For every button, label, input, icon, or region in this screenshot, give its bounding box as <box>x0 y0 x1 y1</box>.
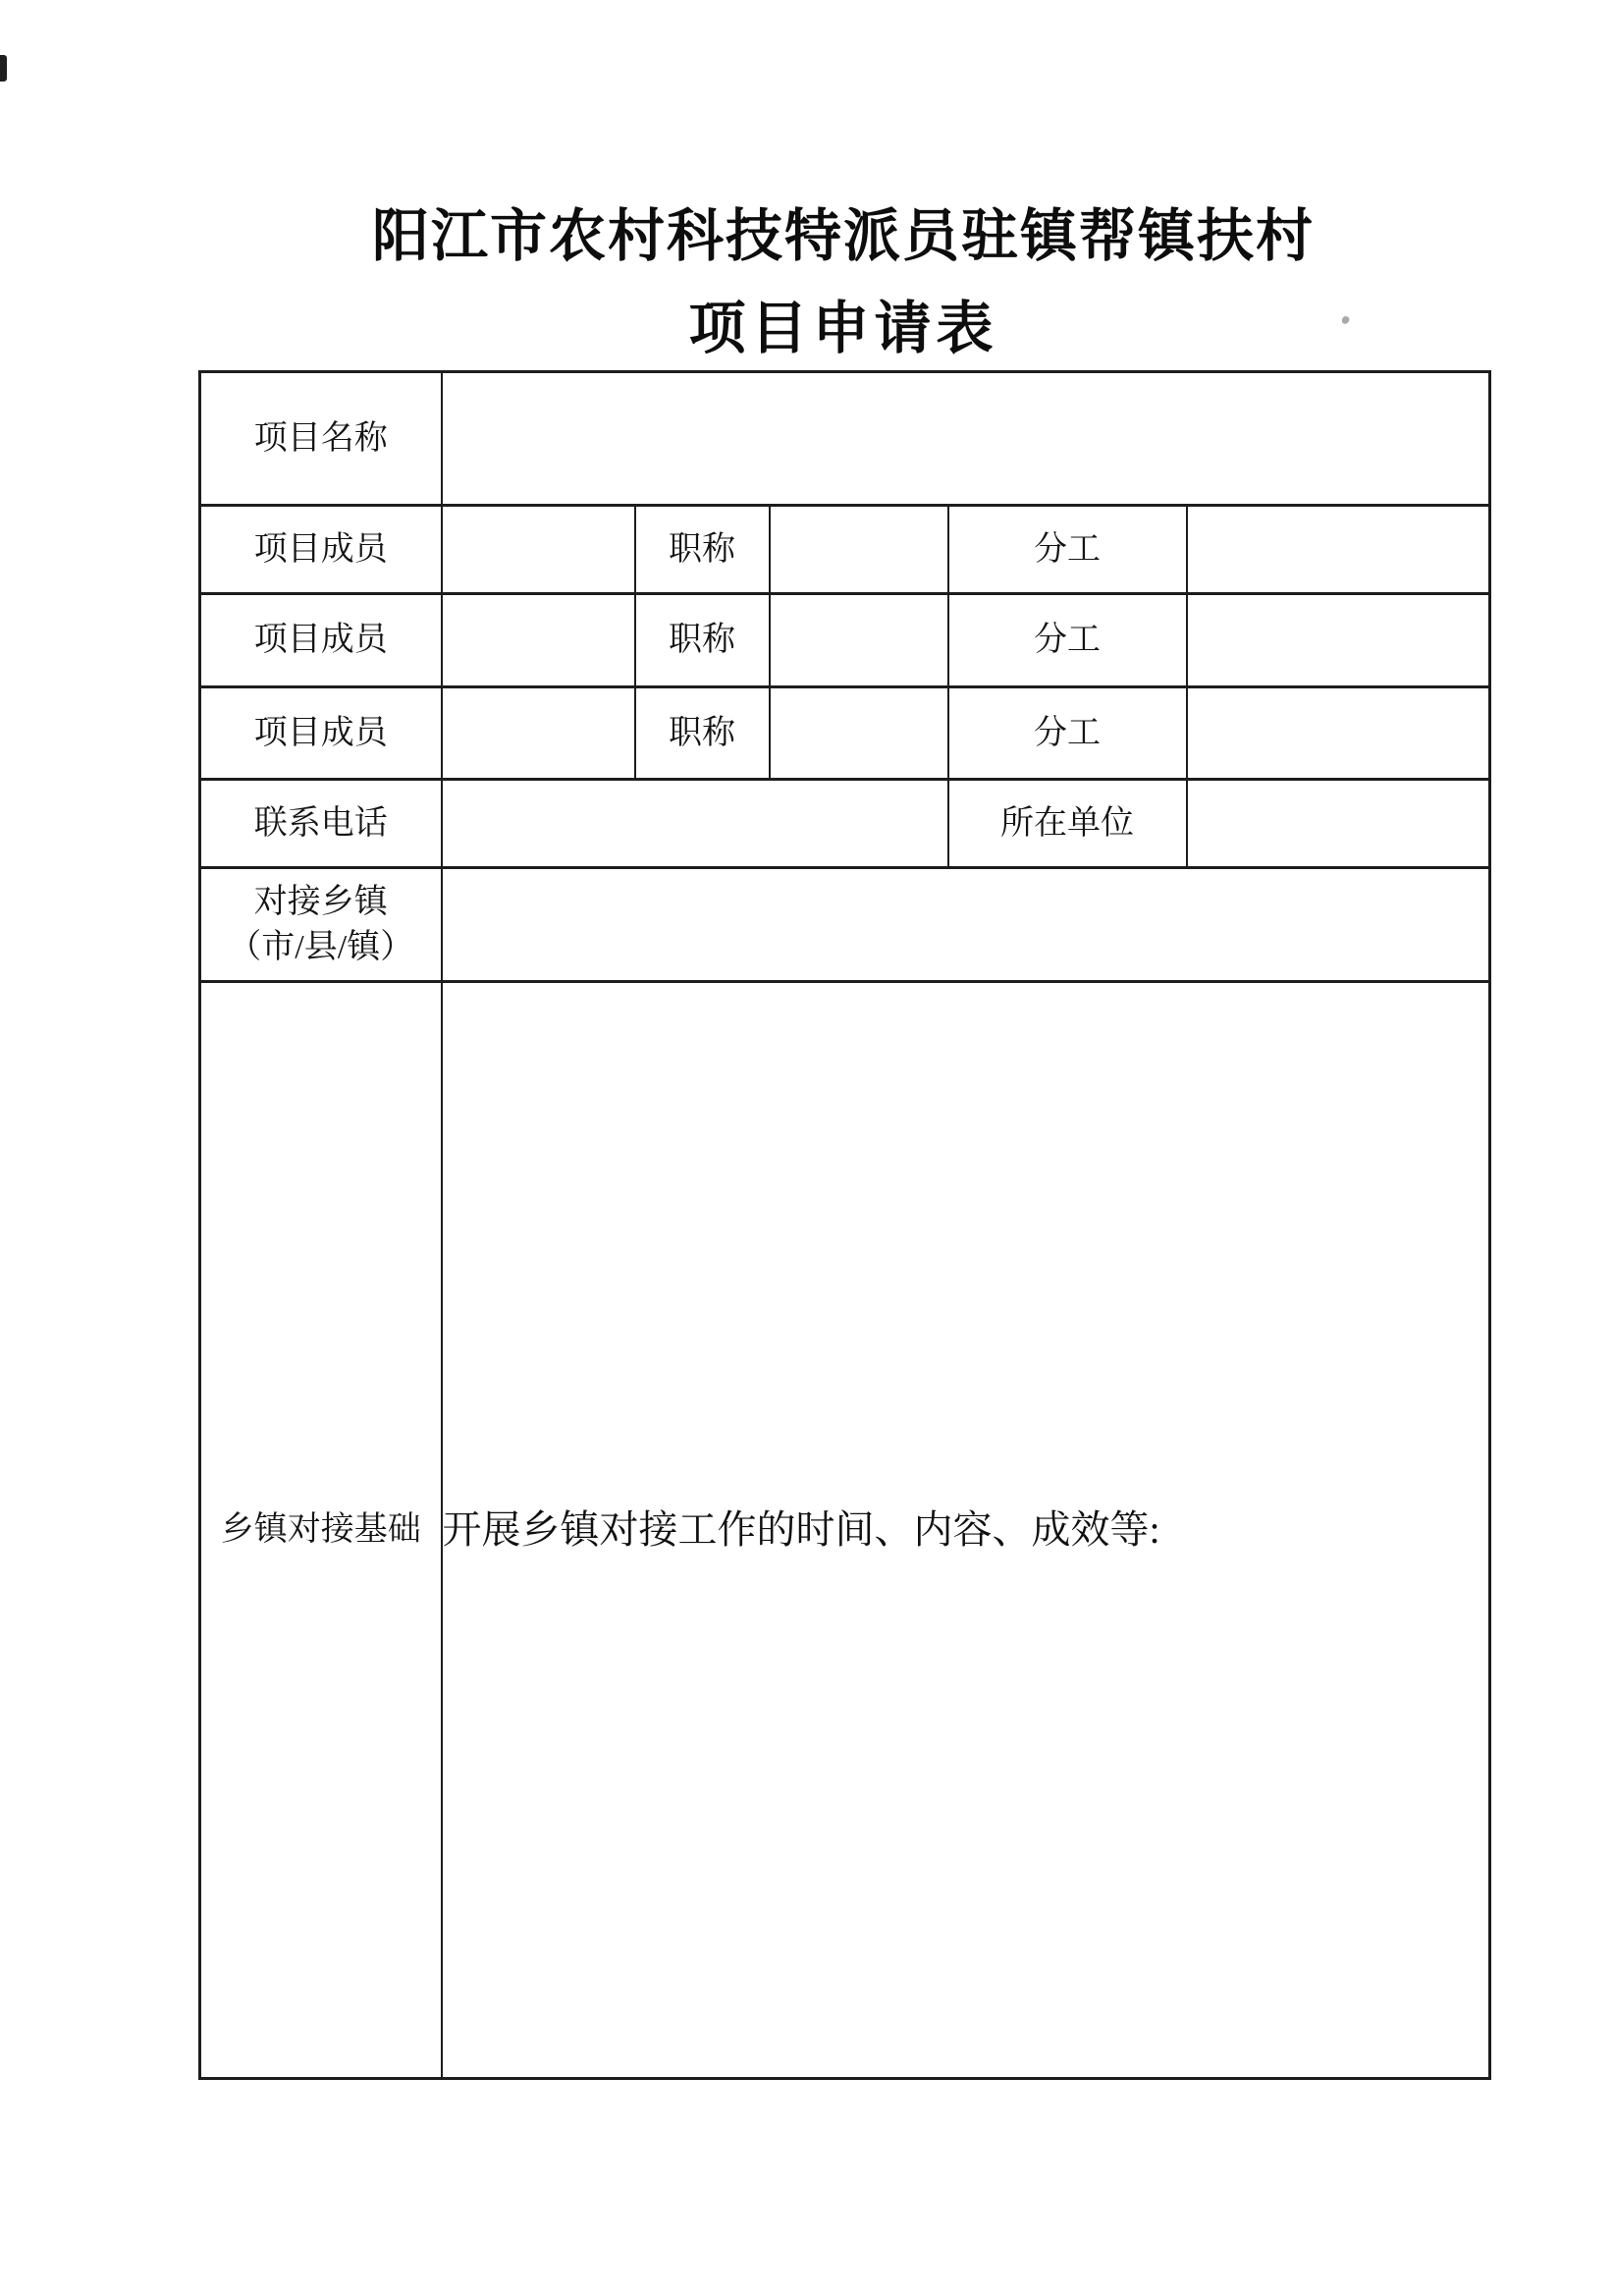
township-row <box>200 868 1490 982</box>
job-title-value-cell <box>770 687 948 780</box>
member-name-value-cell <box>442 594 635 687</box>
basis-content-cell <box>442 982 1490 2079</box>
division-value-cell <box>1187 687 1490 780</box>
job-title-value-cell <box>770 594 948 687</box>
job-title-value-cell <box>770 506 948 594</box>
project-name-value-cell <box>442 372 1490 506</box>
phone-label: 联系电话 <box>200 780 442 868</box>
work-unit-label: 所在单位 <box>948 780 1187 868</box>
township-label-line-2: （市/县/镇） <box>228 928 414 965</box>
project-member-row-2 <box>200 594 1490 687</box>
member-name-label: 项目成员 <box>200 506 442 594</box>
division-value-cell <box>1187 506 1490 594</box>
division-value-cell <box>1187 594 1490 687</box>
project-name-label: 项目名称 <box>200 372 442 506</box>
phone-value-cell <box>442 780 948 868</box>
application-form-table <box>198 370 1491 2080</box>
basis-label: 乡镇对接基础 <box>200 982 442 2079</box>
division-label: 分工 <box>948 506 1187 594</box>
project-member-row-3 <box>200 687 1490 780</box>
township-value-cell <box>442 868 1490 982</box>
township-label <box>200 868 442 982</box>
division-label: 分工 <box>948 687 1187 780</box>
job-title-label: 职称 <box>635 506 770 594</box>
title-line-1: 阳江市农村科技特派员驻镇帮镇扶村 <box>371 204 1315 268</box>
township-label-line-1: 对接乡镇 <box>253 883 388 920</box>
division-label: 分工 <box>948 594 1187 687</box>
document-title <box>198 201 1488 364</box>
member-name-value-cell <box>442 687 635 780</box>
work-unit-value-cell <box>1187 780 1490 868</box>
member-name-value-cell <box>442 506 635 594</box>
scan-edge-artifact <box>0 55 7 82</box>
project-name-row <box>200 372 1490 506</box>
project-member-row-1 <box>200 506 1490 594</box>
member-name-label: 项目成员 <box>200 687 442 780</box>
job-title-label: 职称 <box>635 594 770 687</box>
township-basis-row <box>200 982 1490 2079</box>
contact-row <box>200 780 1490 868</box>
basis-content-heading: 开展乡镇对接工作的时间、内容、成效等: <box>442 1507 1160 1552</box>
title-line-2: 项目申请表 <box>688 297 998 360</box>
job-title-label: 职称 <box>635 687 770 780</box>
member-name-label: 项目成员 <box>200 594 442 687</box>
